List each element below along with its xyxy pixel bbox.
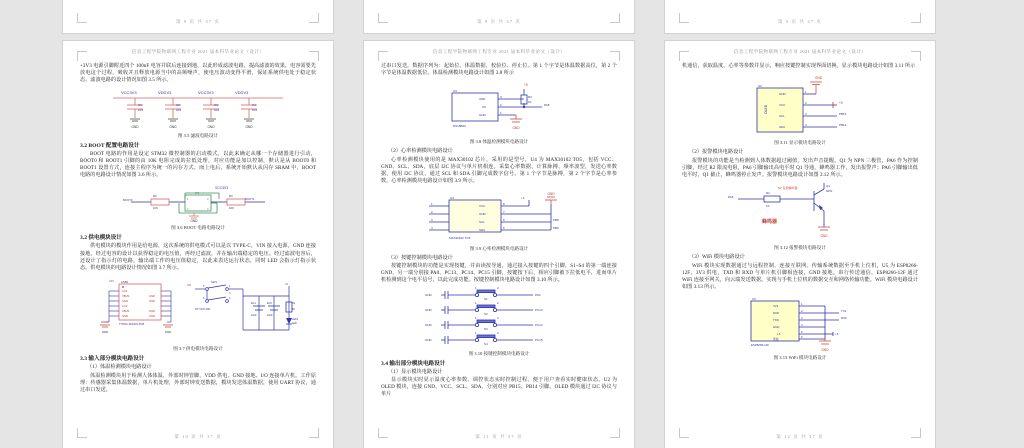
- page-footer: 第 9 页 共 37 页: [476, 19, 522, 24]
- figure-filter-caps: [80, 87, 316, 131]
- svg-text:GND: GND: [425, 307, 432, 312]
- svg-text:GND: GND: [479, 211, 486, 216]
- svg-text:RX2: RX2: [841, 316, 847, 321]
- figure-caption: 图 3.7 供电模块电路设计: [173, 346, 223, 352]
- svg-text:C3: C3: [214, 102, 218, 107]
- page-body: [682, 63, 918, 364]
- svg-text:GND: GND: [190, 219, 198, 224]
- svg-text:R3: R3: [153, 194, 157, 199]
- svg-text:GND: GND: [815, 76, 823, 81]
- paragraph: 报警模块的功能是当检测到人体数据超过阈值，发出声音提醒。Q1 为 NPN 三极管，PA6 作为控制引脚，经过 R2 限流电阻，PA6 引脚输出高电平时 Q1 导通，蜂鸣器工作，发出报警声；PA6 引脚输出低电平时，Q1 截止，蜂鸣器停止发声。报警模块电路设计如图 3.12 所示。: [682, 157, 918, 179]
- svg-text:+5: +5: [521, 195, 525, 200]
- figure-boot-circuit: [80, 181, 316, 223]
- svg-text:OLED: OLED: [764, 104, 768, 115]
- svg-text:1: 1: [475, 286, 477, 290]
- figure-caption: 图 3.13 WiFi 模块电路设计: [773, 355, 827, 361]
- svg-text:8: 8: [503, 201, 505, 206]
- svg-text:SDA: SDA: [779, 125, 786, 130]
- svg-text:PC15: PC15: [535, 337, 543, 342]
- section-heading: 3.4 输出部分模块电路设计: [381, 360, 446, 367]
- svg-text:104: 104: [176, 107, 182, 112]
- svg-text:SCL: SCL: [479, 219, 485, 224]
- figure-caption: 图 3.6 BOOT 电路电路设计: [171, 225, 225, 231]
- svg-text:LED1: LED1: [292, 318, 299, 322]
- svg-text:5: 5: [801, 330, 803, 335]
- page-preview-top-3: [665, 0, 935, 33]
- svg-text:+5: +5: [839, 101, 843, 106]
- svg-text:GND: GND: [425, 337, 432, 342]
- page-header: 信息工程学院物联网工程专业 2021 届本科毕业论文（设计）: [131, 49, 265, 54]
- svg-text:VD: VD: [187, 283, 192, 288]
- svg-text:VIN: VIN: [109, 279, 114, 284]
- subsection-heading: （3）按键控制模块电路设计: [388, 254, 453, 261]
- svg-text:1: 1: [187, 198, 189, 202]
- svg-text:104: 104: [138, 107, 144, 112]
- svg-text:1K: 1K: [528, 100, 532, 105]
- svg-text:ESP8266-12F: ESP8266-12F: [751, 343, 770, 348]
- svg-text:R2: R2: [766, 191, 770, 196]
- svg-text:6: 6: [503, 217, 505, 222]
- svg-text:蜂鸣器: 蜂鸣器: [762, 219, 778, 226]
- svg-text:JP1: JP1: [195, 192, 200, 196]
- svg-text:U4: U4: [450, 195, 454, 200]
- svg-text:2: 2: [500, 103, 502, 108]
- svg-text:PB15: PB15: [839, 112, 847, 117]
- svg-text:22uF: 22uF: [267, 314, 273, 318]
- svg-text:U3: U3: [453, 89, 457, 94]
- figure-caption: 图 3.10 按键控制模块电路设计: [468, 350, 530, 356]
- page-header: 信息工程学院物联网工程专业 2021 届本科毕业论文（设计）: [432, 49, 566, 54]
- paragraph: 显示模块实时显示温度心率参数、调控状态实时控制过程。便于用户查看实时健康状态。U2 为 OLED 模块，连接 GND、VCC、SCL、SDA，分别对应 PB15、PB14 引脚。OLED 模块通过 I2C 协议与单片: [381, 377, 617, 398]
- figure-caption: 图 3.11 显示模块电路设计: [774, 140, 826, 146]
- svg-text:2: 2: [805, 101, 807, 106]
- figure-power-supply: [80, 274, 316, 344]
- svg-text:R1: R1: [292, 302, 296, 306]
- svg-text:PA6: PA6: [728, 195, 734, 200]
- svg-text:7: 7: [503, 209, 505, 214]
- svg-text:S2: S2: [484, 311, 488, 316]
- svg-text:4: 4: [805, 123, 807, 128]
- svg-text:CC2: CC2: [122, 305, 128, 309]
- svg-text:GND: GND: [547, 191, 555, 196]
- svg-text:VDDV3: VDDV3: [235, 89, 249, 95]
- svg-text:VDD: VDD: [479, 97, 486, 102]
- paragraph: WiFi 模块实现数据通过与远程控制、连接互联网。传输系统数据至手机上位机，U5 为 ESP8266-12F。3V3 供电，TXD 和 RXD 与单片机引脚相连接，GND 接地。串行传送通信，ESP8266-12F 通过 WiFi 连接至网关，向云端发送数据。实现与手机上位机的数据交互和网络传输功能。WiFi 模块电路设计如图 3.13 所示。: [682, 262, 918, 291]
- svg-text:VCC: VCC: [479, 203, 486, 208]
- svg-text:1: 1: [475, 330, 477, 335]
- paragraph: BOOT 电路的作用是设定 STM32 微控制器的启动模式，以此来确定从哪一个存储器进行引动，BOOT0 和 BOOT1 引脚的由 10K 电阻完成的拉低处理，对应功能是加以控制，默认是从 BOOT0 和 BOOT1 设置方式，连接主程序为统一的闪存方式。而上电后，系统开始默认从闪存 SRAM 中，BOOT 电路的电路设计情况如图 3.6 所示。: [80, 150, 316, 179]
- paragraph: 心率检测模块使用的是 MAX30102 芯片，采用的是型号，U4 为 MAX30102 TO5，包括 VCC、GND、SCL、SDA，底层 I2C 协议与单片机相连。采集心率数据，计算脉搏、频率波型，发送心率数据，使用 I2C 协议，通过 SCL 和 SDA 引脚完成数字信号。第 1 个字节是脉搏，第 2 个字节是心率参数。心率检测模块电路设计如图 3.9 所示。: [381, 156, 617, 185]
- figure-wifi: [682, 293, 918, 353]
- svg-text:10K: 10K: [153, 206, 158, 211]
- svg-text:GND: GND: [149, 310, 155, 314]
- svg-text:+5: +5: [524, 83, 528, 88]
- svg-text:4: 4: [801, 323, 803, 328]
- figure-buzzer: [682, 181, 918, 243]
- svg-text:2: 2: [497, 330, 499, 335]
- svg-text:4: 4: [207, 208, 209, 212]
- svg-text:BOOT1: BOOT1: [245, 197, 255, 202]
- svg-text:5: 5: [503, 225, 505, 230]
- svg-text:3V3: 3V3: [773, 304, 779, 309]
- figure-caption: 图 3.5 滤波电路设计: [177, 132, 219, 138]
- svg-text:3: 3: [500, 95, 502, 100]
- svg-text:SDA: SDA: [479, 227, 486, 232]
- page-header: 信息工程学院物联网工程专业 2021 届本科毕业论文（设计）: [733, 49, 867, 54]
- svg-text:PC13: PC13: [535, 307, 543, 312]
- svg-text:6: 6: [203, 297, 205, 301]
- figure-ds18b20: [381, 79, 617, 137]
- svg-text:C1: C1: [138, 102, 142, 107]
- svg-text:1: 1: [475, 300, 477, 305]
- svg-text:GND: GND: [245, 124, 253, 129]
- svg-text:NPN: NPN: [826, 189, 833, 194]
- svg-text:2: 2: [497, 315, 499, 320]
- svg-text:GND: GND: [207, 124, 215, 129]
- page-preview-top-2: [364, 0, 634, 33]
- svg-text:EC2: EC2: [267, 302, 272, 306]
- svg-text:PC14: PC14: [535, 322, 543, 327]
- svg-text:1: 1: [431, 201, 433, 206]
- svg-text:VCC3V3: VCC3V3: [215, 186, 229, 191]
- svg-text:R4: R4: [229, 194, 233, 199]
- page-body: [381, 63, 617, 401]
- svg-text:4: 4: [229, 297, 231, 301]
- svg-text:RXD: RXD: [773, 311, 780, 316]
- svg-text:GND: GND: [149, 315, 155, 319]
- paragraph: 过串口发送。数据序列为：起始位、体温数据、校验位、停止位。第 1 个字节是体温数据高位，第 2 个字节是体温数据低位。体温检测模块电路设计如图 3.8 所示: [381, 63, 617, 77]
- figure-caption: 图 3.12 报警模块电路设计: [774, 245, 826, 251]
- svg-text:1: 1: [500, 111, 502, 116]
- svg-text:GND: GND: [512, 126, 520, 131]
- svg-text:1K: 1K: [292, 308, 296, 312]
- paragraph: 按键控制模块的功能是实现按键，并由读按导通，通过接入按键的四个引脚，S1~S4 的第一端连接 GND，另一端分别接 PA0、PC13、PC14、PC15 引脚，按键按下后，相应引脚被下拉低电平，进而单片机检测到这个电平信号，以此完成功能。按键控制模块电路设计如图 3.10 所示。: [381, 263, 617, 284]
- svg-text:GND: GND: [425, 292, 432, 297]
- svg-text:VCC: VCC: [779, 103, 786, 108]
- svg-text:U5: U5: [752, 297, 756, 302]
- svg-text:CC1: CC1: [122, 290, 128, 294]
- document-page-10[interactable]: [63, 41, 333, 448]
- svg-text:GND: GND: [101, 330, 109, 335]
- svg-text:2: 2: [801, 309, 803, 314]
- svg-text:Q1: Q1: [826, 184, 831, 189]
- document-page-12[interactable]: [665, 41, 935, 448]
- subsection-heading: （3）WiFi 模块电路设计: [689, 254, 745, 261]
- svg-text:GND: GND: [149, 295, 155, 299]
- svg-text:GND: GND: [773, 325, 780, 330]
- svg-text:+5: +5: [777, 332, 781, 337]
- svg-text:4: 4: [431, 225, 433, 230]
- section-heading: 3.2 BOOT 配置电路设计: [80, 142, 140, 149]
- svg-text:I/O: I/O: [482, 105, 487, 110]
- svg-text:SW1: SW1: [211, 280, 218, 285]
- svg-text:VBUS: VBUS: [122, 295, 130, 299]
- svg-text:3: 3: [805, 112, 807, 117]
- svg-text:2: 2: [187, 208, 189, 212]
- svg-text:C2: C2: [176, 102, 180, 107]
- svg-text:LED: LED: [292, 322, 297, 326]
- page-footer: 第 11 页 共 37 页: [475, 434, 523, 439]
- paragraph: 体温检测模块用于检测人体体温，外部时钟管脚，VDD 供电、GND 接地、I/O 连接单片机。工作原理：传感器采集体温数据，单片机处理，外部时钟发送数据，模块发送体温数据，使用 UART 协议，通过串口发送。: [80, 372, 316, 394]
- svg-text:3: 3: [229, 292, 231, 296]
- page-footer: 第 10 页 共 37 页: [174, 434, 222, 439]
- svg-text:U2: U2: [758, 84, 762, 89]
- svg-text:5: 5: [203, 285, 205, 289]
- svg-text:1: 1: [475, 315, 477, 320]
- svg-text:PB8: PB8: [553, 217, 559, 222]
- section-heading: 3.2 供电模块设计: [80, 235, 122, 242]
- figure-max30102: [381, 188, 617, 244]
- figure-caption: 图 3.8 体温检测模块电路设计: [469, 139, 529, 145]
- svg-text:1: 1: [229, 285, 231, 289]
- subsection-heading: （2）报警模块电路设计: [689, 149, 744, 156]
- paragraph: +3V3 电源引脚附近四个 100nF 电容并联后连接到地，以此形成滤波电路，提高滤波的效果，电容需要先放电这个过程，吸收并且释放电源当中的高频噪声，使电压波动变得平滑，保证系统供电处于稳定状态。滤波电路的设计情况如图 3.5 所示。: [80, 63, 316, 84]
- svg-text:KFT DIP-4NK: KFT DIP-4NK: [195, 308, 211, 312]
- svg-text:5V 有源蜂鸣器: 5V 有源蜂鸣器: [778, 186, 798, 191]
- svg-text:6: 6: [801, 335, 803, 340]
- svg-text:PB9: PB9: [553, 225, 559, 230]
- svg-text:使能: 使能: [773, 337, 779, 342]
- svg-text:1: 1: [805, 90, 807, 95]
- figure-oled: [682, 72, 918, 138]
- svg-text:10K: 10K: [229, 206, 234, 211]
- subsection-heading: （1）体温检测模块电路设计: [87, 364, 152, 371]
- page-body: [80, 63, 316, 396]
- paragraph: 供电模块的模块作用是给电源，这次系统的供电模式可以是以 TYPE-C，VIN 接入电源，GND 连接接地。经过电容的设计以获得稳定的电压值，再经过滤波，并在输出端稳定的电压。经过滤波电容后，还设计了指示灯的电路，输出端工作的电压值稳定，以此来表达运行状态，同时 LED 会指示灯指示状态。供电模块的电路设计情况如图 3.7 所示。: [80, 243, 316, 272]
- svg-text:GND: GND: [779, 92, 786, 97]
- svg-text:1: 1: [801, 302, 803, 307]
- svg-text:2: 2: [497, 286, 499, 290]
- svg-text:PB14: PB14: [839, 123, 847, 128]
- svg-text:GND: GND: [479, 113, 486, 118]
- svg-text:GND: GND: [131, 124, 139, 129]
- subsection-heading: （1）显示模块电路设计: [388, 368, 443, 375]
- subsection-heading: （2）心率检测模块电路设计: [388, 148, 453, 155]
- svg-text:SCL: SCL: [779, 114, 785, 119]
- svg-text:S1: S1: [484, 296, 488, 301]
- svg-text:TXD: TXD: [773, 318, 779, 323]
- figure-key-matrix: [381, 287, 617, 349]
- page-footer: 第 9 页 共 37 页: [777, 19, 823, 24]
- page-preview-top-1: [63, 0, 333, 33]
- svg-text:R3: R3: [528, 95, 532, 100]
- svg-text:3: 3: [431, 217, 433, 222]
- figure-caption: 图 3.9 心率检测模块电路设计: [469, 245, 529, 251]
- svg-text:3: 3: [801, 316, 803, 321]
- svg-text:EC1: EC1: [251, 302, 256, 306]
- svg-text:MAX30102 TO5: MAX30102 TO5: [449, 235, 471, 240]
- svg-text:VBUS: VBUS: [122, 310, 130, 314]
- svg-text:USB1: USB1: [121, 280, 129, 285]
- svg-text:GND: GND: [425, 322, 432, 327]
- svg-text:2: 2: [497, 300, 499, 305]
- svg-text:VDDV3: VDDV3: [158, 89, 172, 95]
- svg-text:+5: +5: [285, 283, 288, 287]
- svg-text:BOOT0: BOOT0: [123, 198, 133, 203]
- svg-text:VCC3V3: VCC3V3: [198, 89, 214, 95]
- svg-text:2: 2: [431, 209, 433, 214]
- svg-text:GND: GND: [820, 234, 828, 239]
- svg-text:S4: S4: [484, 341, 488, 346]
- svg-text:DS18B20: DS18B20: [453, 124, 466, 129]
- svg-text:TYPEC-MICRO-PCB: TYPEC-MICRO-PCB: [119, 323, 145, 327]
- svg-text:GND: GND: [149, 300, 155, 304]
- svg-text:TX2: TX2: [841, 309, 847, 314]
- svg-text:GND: GND: [821, 348, 829, 353]
- document-page-11[interactable]: [364, 41, 634, 448]
- section-heading: 3.3 输入部分模块电路设计: [80, 356, 145, 363]
- svg-text:1K: 1K: [766, 204, 770, 209]
- svg-text:22uF: 22uF: [251, 314, 257, 318]
- page-footer: 第 12 页 共 37 页: [776, 434, 824, 439]
- page-footer: 第 9 页 共 37 页: [175, 19, 221, 24]
- svg-text:GND: GND: [164, 330, 172, 335]
- svg-text:+5: +5: [835, 332, 839, 337]
- svg-text:PA8: PA8: [544, 103, 550, 108]
- svg-text:104: 104: [252, 107, 258, 112]
- svg-text:GND: GND: [122, 315, 128, 319]
- svg-text:C4: C4: [252, 102, 256, 107]
- svg-text:104: 104: [214, 107, 220, 112]
- svg-text:GND: GND: [169, 124, 177, 129]
- svg-text:3: 3: [207, 198, 209, 202]
- svg-text:S3: S3: [484, 326, 488, 331]
- svg-text:GND: GND: [122, 300, 128, 304]
- svg-text:PA0: PA0: [535, 292, 541, 297]
- svg-text:VCC3V3: VCC3V3: [121, 89, 137, 95]
- paragraph: 机通信，获取温度、心率等参数并显示，响应按键控制实现界面切换。显示模块电路设计如图 3.11 所示: [682, 63, 916, 69]
